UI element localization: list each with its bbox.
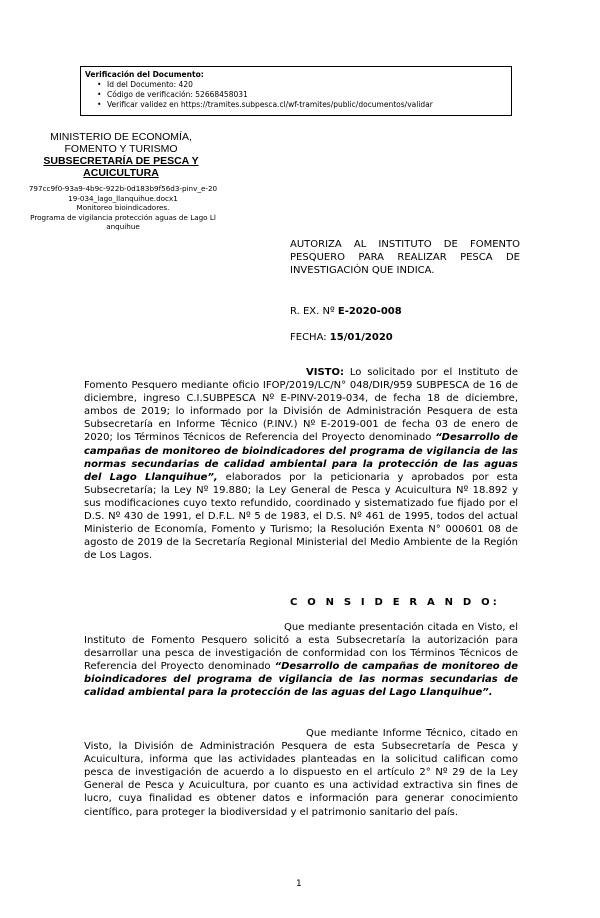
ministry-name-line1: MINISTERIO DE ECONOMÍA, [50,131,192,143]
verification-box [80,66,512,116]
verification-url[interactable]: • Verificar validez en https://tramites.subpesca.cl/wf-tramites/public/documentos/validar [85,100,511,110]
visto-text-1: Lo solicitado por el Instituto de Fomento Pesquero mediante oficio IFOP/2019/LC/N° 048/DIR/959 SUBPESCA de 16 de diciembre, ingreso C.I.SUBPESCA Nº E-PINV-2019-034, de fecha 18 de diciembre, ambos de 2019; lo informado por la División de Administración Pesquera de esta Subsecretaría en Informe Técnico (P.INV.) Nº E-2019-001 de fecha 03 de enero de 2020; los Términos Técnicos de Referencia del Proyecto denominado [84,367,518,444]
ministry-header [28,131,214,179]
considerando-1-project: “Desarrollo de campañas de monitoreo de bioindicadores del programa de vigilancia de las normas secundarias de calidad ambiental para la protección de las aguas del Lago Llanquihue”. [84,661,518,699]
considerando-2-text: Que mediante Informe Técnico, citado en Visto, la División de Administración Pesquera de esta Subsecretaría de Pesca y Acuicultura, informa que las actividades planteadas en la solicitud califican como pesca de investigación de acuerdo a lo dispuesto en el artículo 2° Nº 29 de la Ley General de Pesca y Acuicultura, por cuanto es una actividad extractiva sin fines de lucro, cuya finalidad es obtener datos e información para generar conocimiento científico, para proteger la biodiversidad y el patrimonio sanitario del país. [84,728,518,818]
resolution-number [290,306,402,317]
considerando-paragraph-2 [84,727,518,819]
visto-label: VISTO: [306,367,344,378]
document-meta [28,184,218,232]
meta-program: Programa de vigilancia protección aguas de Lago Llanquihue [30,212,216,232]
verification-title: Verificación del Documento: [85,70,204,79]
verification-list [85,80,511,110]
visto-project-title: “Desarrollo de campañas de monitoreo de bioindicadores del programa de vigilancia de las normas secundarias de calidad ambiental para la protección de las aguas del Lago Llanquihue”, [84,432,518,483]
fecha-label: FECHA: [290,332,327,343]
rex-value: E-2020-008 [337,306,402,317]
ministry-name-line2: FOMENTO Y TURISMO [64,143,178,155]
fecha-value: 15/01/2020 [329,332,393,343]
rex-label: R. EX. Nº [290,306,335,317]
verification-code: • Código de verificación: 52668458031 [85,90,511,100]
resolution-title: AUTORIZA AL INSTITUTO DE FOMENTO PESQUERO PARA REALIZAR PESCA DE INVESTIGACIÓN QUE INDICA. [290,239,520,276]
visto-paragraph [84,366,518,562]
considerando-paragraph-1 [84,621,518,700]
file-reference: 797cc9f0-93a9-4b9c-922b-0d183b9f56d3-pinv_e-2019-034_lago_llanquihue.docx1 [28,184,218,203]
page-number: 1 [296,879,302,889]
considerando-1-text: Que mediante presentación citada en Visto, el Instituto de Fomento Pesquero solicitó a esta Subsecretaría la autorización para desarrollar una pesca de investigación de conformidad con los Términos Técnicos de Referencia del Proyecto denominado [84,622,518,673]
subsecretaria-name: SUBSECRETARÍA DE PESCA Y ACUICULTURA [43,155,199,179]
visto-text-2: elaborados por la peticionaria y aprobados por esta Subsecretaría; la Ley Nº 19.880; la Ley General de Pesca y Acuicultura Nº 18.892 y sus modificaciones cuyo texto refundido, coordinado y sistematizado fue fijado por el D.S. Nº 430 de 1991, el D.F.L. Nº 5 de 1983, el D.S. Nº 461 de 1995, todos del actual Ministerio de Economía, Fomento y Turismo; la Resolución Exenta N° 000601 08 de agosto de 2019 de la Secretaría Regional Ministerial del Medio Ambiente de la Región de Los Lagos. [84,471,518,562]
meta-topic: Monitoreo bioindicadores. [76,203,170,213]
considerando-heading: C O N S I D E R A N D O: [290,597,500,608]
verification-id: • Id del Documento: 420 [85,80,511,90]
resolution-date [290,332,393,343]
